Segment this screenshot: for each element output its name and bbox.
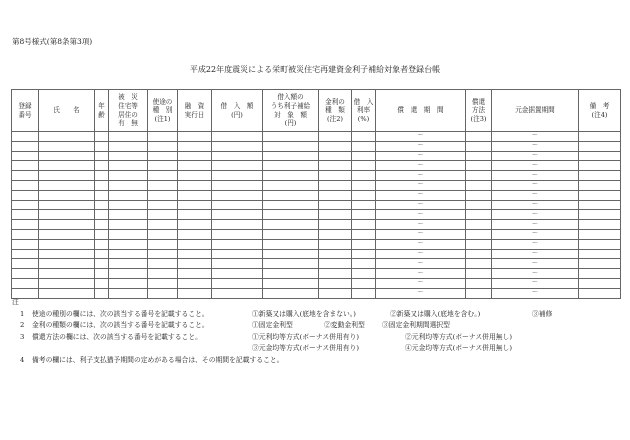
- table-cell[interactable]: [263, 210, 319, 220]
- table-cell[interactable]: [109, 259, 148, 269]
- note-line: [12, 355, 284, 367]
- table-row: [12, 288, 621, 298]
- table-cell[interactable]: [109, 210, 148, 220]
- note-text: 使途の種別の欄には、次の該当する番号を記載すること。: [32, 309, 209, 318]
- table-cell[interactable]: [319, 259, 352, 269]
- table-cell[interactable]: [212, 288, 263, 298]
- table-cell[interactable]: [95, 288, 109, 298]
- table-cell[interactable]: [352, 249, 376, 259]
- table-cell[interactable]: [148, 239, 178, 249]
- table-cell[interactable]: [178, 220, 212, 230]
- table-cell[interactable]: [95, 229, 109, 239]
- table-cell[interactable]: [39, 220, 95, 230]
- table-cell[interactable]: [466, 141, 492, 151]
- table-cell[interactable]: [148, 151, 178, 161]
- table-row: [12, 180, 621, 190]
- note-option: ②変動金利型: [324, 321, 365, 329]
- table-cell[interactable]: [109, 171, 148, 181]
- table-cell[interactable]: [95, 141, 109, 151]
- table-cell[interactable]: [39, 269, 95, 279]
- table-cell[interactable]: [95, 161, 109, 171]
- table-cell[interactable]: [352, 180, 376, 190]
- table-cell[interactable]: [212, 249, 263, 259]
- table-cell[interactable]: [39, 171, 95, 181]
- note-line: [12, 309, 553, 321]
- table-cell[interactable]: [466, 239, 492, 249]
- table-cell[interactable]: [579, 249, 621, 259]
- table-cell[interactable]: [148, 229, 178, 239]
- table-row: [12, 190, 621, 200]
- table-cell[interactable]: [212, 278, 263, 288]
- table-cell[interactable]: ～: [492, 249, 579, 259]
- table-cell[interactable]: [95, 171, 109, 181]
- table-cell[interactable]: [579, 259, 621, 269]
- table-cell[interactable]: [466, 210, 492, 220]
- table-row: [12, 151, 621, 161]
- table-cell[interactable]: ～: [492, 200, 579, 210]
- column-header: 登録 番号: [12, 90, 39, 132]
- table-cell[interactable]: [352, 239, 376, 249]
- table-cell[interactable]: [148, 249, 178, 259]
- table-cell[interactable]: [319, 200, 352, 210]
- table-cell[interactable]: [263, 132, 319, 142]
- table-cell[interactable]: [39, 288, 95, 298]
- table-cell[interactable]: [212, 190, 263, 200]
- table-cell[interactable]: [352, 200, 376, 210]
- table-cell[interactable]: [178, 229, 212, 239]
- table-cell[interactable]: [178, 180, 212, 190]
- table-cell[interactable]: [12, 151, 39, 161]
- table-cell[interactable]: ～: [376, 220, 466, 230]
- table-cell[interactable]: [39, 210, 95, 220]
- table-cell[interactable]: ～: [376, 132, 466, 142]
- table-cell[interactable]: ～: [492, 229, 579, 239]
- table-cell[interactable]: [466, 132, 492, 142]
- note-option: ①元利均等方式(ボーナス併用有り): [252, 332, 359, 341]
- table-cell[interactable]: [109, 288, 148, 298]
- table-cell[interactable]: [263, 180, 319, 190]
- table-cell[interactable]: [95, 210, 109, 220]
- table-cell[interactable]: [109, 151, 148, 161]
- table-cell[interactable]: [466, 190, 492, 200]
- table-cell[interactable]: [579, 132, 621, 142]
- table-cell[interactable]: [466, 288, 492, 298]
- table-cell[interactable]: [148, 278, 178, 288]
- table-cell[interactable]: [39, 132, 95, 142]
- table-cell[interactable]: [466, 151, 492, 161]
- table-cell[interactable]: [178, 200, 212, 210]
- table-cell[interactable]: ～: [492, 259, 579, 269]
- column-header: 金利の 種 類 (注2): [319, 90, 352, 132]
- note-text: 金利の種類の欄には、次の該当する番号を記載すること。: [32, 321, 209, 329]
- table-cell[interactable]: [263, 220, 319, 230]
- table-cell[interactable]: [212, 151, 263, 161]
- table-cell[interactable]: [178, 288, 212, 298]
- table-cell[interactable]: [319, 229, 352, 239]
- table-header-row: [12, 90, 621, 132]
- notes-heading: 注: [12, 298, 19, 306]
- table-cell[interactable]: ～: [492, 141, 579, 151]
- table-row: [12, 161, 621, 171]
- table-cell[interactable]: [39, 180, 95, 190]
- table-cell[interactable]: [95, 278, 109, 288]
- table-cell[interactable]: [148, 288, 178, 298]
- table-cell[interactable]: [12, 132, 39, 142]
- table-cell[interactable]: [263, 288, 319, 298]
- table-cell[interactable]: [212, 239, 263, 249]
- column-header: 使途の 種 別 (注1): [148, 90, 178, 132]
- note-option: ③補修: [532, 309, 553, 318]
- table-cell[interactable]: [12, 220, 39, 230]
- table-cell[interactable]: [319, 151, 352, 161]
- column-header: 借 入 利率 (%): [352, 90, 376, 132]
- table-cell[interactable]: [109, 161, 148, 171]
- table-cell[interactable]: ～: [492, 220, 579, 230]
- table-cell[interactable]: [148, 161, 178, 171]
- column-header: 氏 名: [39, 90, 95, 132]
- table-cell[interactable]: ～: [376, 161, 466, 171]
- note-option: ①新築又は購入(底地を含まない。): [252, 309, 356, 318]
- note-line: [12, 332, 512, 344]
- table-cell[interactable]: [579, 278, 621, 288]
- table-cell[interactable]: ～: [376, 259, 466, 269]
- table-cell[interactable]: [466, 269, 492, 279]
- note-text: 備考の欄には、利子支払猶予期間の定めがある場合は、その期間を記載すること。: [32, 355, 284, 364]
- table-cell[interactable]: [319, 269, 352, 279]
- note-number: 1: [20, 309, 25, 318]
- table-cell[interactable]: [579, 210, 621, 220]
- table-cell[interactable]: [263, 161, 319, 171]
- table-cell[interactable]: [579, 220, 621, 230]
- table-cell[interactable]: [178, 141, 212, 151]
- table-cell[interactable]: ～: [376, 141, 466, 151]
- table-cell[interactable]: [319, 161, 352, 171]
- table-cell[interactable]: [319, 141, 352, 151]
- table-cell[interactable]: [263, 200, 319, 210]
- table-cell[interactable]: ～: [492, 269, 579, 279]
- table-cell[interactable]: [109, 190, 148, 200]
- table-cell[interactable]: [95, 220, 109, 230]
- table-cell[interactable]: [352, 259, 376, 269]
- table-cell[interactable]: [319, 249, 352, 259]
- table-cell[interactable]: [263, 151, 319, 161]
- table-cell[interactable]: [95, 151, 109, 161]
- table-cell[interactable]: [12, 249, 39, 259]
- table-cell[interactable]: [352, 288, 376, 298]
- table-cell[interactable]: [12, 269, 39, 279]
- table-cell[interactable]: [178, 278, 212, 288]
- table-row: [12, 269, 621, 279]
- table-cell[interactable]: [109, 200, 148, 210]
- table-row: [12, 210, 621, 220]
- table-cell[interactable]: [178, 171, 212, 181]
- column-header: 借 入 額 (円): [212, 90, 263, 132]
- table-cell[interactable]: [466, 171, 492, 181]
- table-cell[interactable]: [263, 141, 319, 151]
- table-cell[interactable]: [263, 171, 319, 181]
- table-cell[interactable]: ～: [376, 269, 466, 279]
- table-cell[interactable]: [12, 229, 39, 239]
- table-cell[interactable]: [12, 259, 39, 269]
- table-cell[interactable]: [212, 229, 263, 239]
- table-cell[interactable]: [39, 190, 95, 200]
- note-option: ②新築又は購入(底地を含む。): [390, 309, 481, 318]
- table-cell[interactable]: [352, 190, 376, 200]
- table-cell[interactable]: [212, 220, 263, 230]
- table-cell[interactable]: ～: [376, 239, 466, 249]
- table-cell[interactable]: [212, 269, 263, 279]
- table-cell[interactable]: [319, 239, 352, 249]
- table-cell[interactable]: [12, 190, 39, 200]
- table-cell[interactable]: [466, 229, 492, 239]
- table-cell[interactable]: [579, 239, 621, 249]
- table-cell[interactable]: [12, 278, 39, 288]
- table-cell[interactable]: [579, 171, 621, 181]
- form-number: 第8号様式(第8条第3項): [12, 37, 93, 46]
- table-cell[interactable]: [352, 151, 376, 161]
- table-cell[interactable]: [263, 278, 319, 288]
- table-cell[interactable]: [109, 220, 148, 230]
- table-cell[interactable]: [212, 141, 263, 151]
- table-row: [12, 239, 621, 249]
- column-header: 年 齢: [95, 90, 109, 132]
- table-cell[interactable]: [352, 220, 376, 230]
- table-cell[interactable]: [178, 132, 212, 142]
- table-cell[interactable]: ～: [492, 239, 579, 249]
- table-cell[interactable]: [95, 249, 109, 259]
- table-cell[interactable]: [212, 180, 263, 190]
- table-cell[interactable]: ～: [492, 190, 579, 200]
- table-cell[interactable]: [319, 220, 352, 230]
- table-cell[interactable]: [178, 249, 212, 259]
- table-cell[interactable]: ～: [376, 249, 466, 259]
- table-cell[interactable]: [178, 190, 212, 200]
- column-header: 被 災 住宅等 居住の 有 無: [109, 90, 148, 132]
- table-cell[interactable]: [109, 180, 148, 190]
- table-cell[interactable]: [178, 259, 212, 269]
- table-cell[interactable]: [39, 151, 95, 161]
- table-cell[interactable]: [212, 132, 263, 142]
- table-cell[interactable]: [319, 180, 352, 190]
- table-cell[interactable]: [263, 249, 319, 259]
- table-cell[interactable]: [148, 132, 178, 142]
- table-cell[interactable]: [12, 161, 39, 171]
- column-header: 備 考 (注4): [579, 90, 621, 132]
- table-cell[interactable]: [319, 132, 352, 142]
- column-header: 元金据置期間: [492, 90, 579, 132]
- table-cell[interactable]: [148, 180, 178, 190]
- note-number: 4: [20, 355, 25, 364]
- column-header: 借入額の うち利子補給 対 象 額 (円): [263, 90, 319, 132]
- table-cell[interactable]: [352, 161, 376, 171]
- table-cell[interactable]: ～: [376, 278, 466, 288]
- page-title: 平成22年度震災による栄町被災住宅再建資金利子補給対象者登録台帳: [189, 65, 441, 74]
- column-header: 償還 方法 (注3): [466, 90, 492, 132]
- table-cell[interactable]: [95, 269, 109, 279]
- note-option: ①固定金利型: [252, 321, 293, 329]
- table-cell[interactable]: [352, 132, 376, 142]
- table-cell[interactable]: ～: [492, 171, 579, 181]
- table-cell[interactable]: [319, 288, 352, 298]
- table-cell[interactable]: [95, 200, 109, 210]
- table-cell[interactable]: [466, 200, 492, 210]
- table-cell[interactable]: ～: [492, 180, 579, 190]
- table-cell[interactable]: [12, 141, 39, 151]
- note-number: 3: [20, 332, 25, 341]
- table-cell[interactable]: ～: [376, 180, 466, 190]
- table-cell[interactable]: [95, 190, 109, 200]
- table-cell[interactable]: [12, 239, 39, 249]
- note-option: ③元金均等方式(ボーナス併用有り): [252, 344, 359, 352]
- table-cell[interactable]: [148, 200, 178, 210]
- table-cell[interactable]: [352, 171, 376, 181]
- table-cell[interactable]: [148, 171, 178, 181]
- table-cell[interactable]: [579, 200, 621, 210]
- table-cell[interactable]: [109, 249, 148, 259]
- table-cell[interactable]: [466, 278, 492, 288]
- table-cell[interactable]: [39, 249, 95, 259]
- table-row: [12, 200, 621, 210]
- table-cell[interactable]: [39, 229, 95, 239]
- table-cell[interactable]: [12, 171, 39, 181]
- table-row: [12, 220, 621, 230]
- table-cell[interactable]: [352, 229, 376, 239]
- table-cell[interactable]: [579, 229, 621, 239]
- table-cell[interactable]: ～: [376, 190, 466, 200]
- table-cell[interactable]: [178, 151, 212, 161]
- note-option: ③固定金利期間選択型: [382, 321, 450, 329]
- table-row: [12, 171, 621, 181]
- table-cell[interactable]: ～: [492, 151, 579, 161]
- table-cell[interactable]: [319, 278, 352, 288]
- table-cell[interactable]: [212, 259, 263, 269]
- table-cell[interactable]: ～: [492, 210, 579, 220]
- table-cell[interactable]: [319, 190, 352, 200]
- table-cell[interactable]: [39, 161, 95, 171]
- table-cell[interactable]: [39, 259, 95, 269]
- table-cell[interactable]: ～: [492, 132, 579, 142]
- table-cell[interactable]: [319, 210, 352, 220]
- table-cell[interactable]: [263, 190, 319, 200]
- table-cell[interactable]: [95, 180, 109, 190]
- table-cell[interactable]: ～: [376, 288, 466, 298]
- table-cell[interactable]: ～: [492, 288, 579, 298]
- table-cell[interactable]: [579, 151, 621, 161]
- note-number: 2: [20, 321, 25, 329]
- table-cell[interactable]: [212, 161, 263, 171]
- table-cell[interactable]: [466, 161, 492, 171]
- table-cell[interactable]: [148, 220, 178, 230]
- table-cell[interactable]: [148, 190, 178, 200]
- note-line: [12, 320, 450, 332]
- table-cell[interactable]: ～: [492, 161, 579, 171]
- registration-table: [11, 89, 621, 299]
- table-cell[interactable]: ～: [376, 229, 466, 239]
- table-cell[interactable]: [263, 269, 319, 279]
- table-cell[interactable]: ～: [376, 210, 466, 220]
- table-cell[interactable]: [39, 141, 95, 151]
- table-cell[interactable]: [466, 180, 492, 190]
- table-cell[interactable]: [263, 259, 319, 269]
- note-line: [12, 343, 512, 355]
- table-body: [12, 132, 621, 299]
- table-cell[interactable]: [212, 210, 263, 220]
- table-cell[interactable]: [12, 200, 39, 210]
- table-cell[interactable]: [39, 278, 95, 288]
- table-cell[interactable]: ～: [492, 278, 579, 288]
- table-cell[interactable]: [319, 171, 352, 181]
- table-cell[interactable]: [579, 141, 621, 151]
- table-cell[interactable]: [39, 200, 95, 210]
- table-cell[interactable]: [109, 141, 148, 151]
- table-cell[interactable]: [148, 259, 178, 269]
- table-cell[interactable]: [579, 288, 621, 298]
- table-cell[interactable]: [109, 269, 148, 279]
- table-row: [12, 278, 621, 288]
- table-cell[interactable]: [352, 269, 376, 279]
- column-header: 償 還 期 間: [376, 90, 466, 132]
- table-cell[interactable]: [148, 269, 178, 279]
- table-cell[interactable]: [95, 132, 109, 142]
- table-row: [12, 132, 621, 142]
- table-cell[interactable]: [579, 190, 621, 200]
- table-cell[interactable]: [212, 200, 263, 210]
- table-cell[interactable]: [352, 278, 376, 288]
- table-cell[interactable]: [12, 180, 39, 190]
- table-cell[interactable]: [352, 141, 376, 151]
- table-cell[interactable]: [579, 269, 621, 279]
- table-cell[interactable]: [95, 239, 109, 249]
- table-cell[interactable]: [39, 239, 95, 249]
- table-row: [12, 249, 621, 259]
- note-option: ④元金均等方式(ボーナス併用無し): [405, 344, 512, 352]
- table-cell[interactable]: [352, 210, 376, 220]
- table-cell[interactable]: [178, 269, 212, 279]
- table-cell[interactable]: [579, 180, 621, 190]
- table-cell[interactable]: [95, 259, 109, 269]
- table-cell[interactable]: [109, 278, 148, 288]
- column-header: 融 資 実行日: [178, 90, 212, 132]
- table-cell[interactable]: [579, 161, 621, 171]
- table-cell[interactable]: [263, 239, 319, 249]
- table-cell[interactable]: [466, 220, 492, 230]
- table-cell[interactable]: [466, 249, 492, 259]
- table-cell[interactable]: [148, 141, 178, 151]
- table-cell[interactable]: [178, 161, 212, 171]
- table-row: [12, 259, 621, 269]
- table-cell[interactable]: ～: [376, 200, 466, 210]
- table-cell[interactable]: [12, 210, 39, 220]
- table-cell[interactable]: [109, 239, 148, 249]
- table-cell[interactable]: [263, 229, 319, 239]
- table-cell[interactable]: [178, 239, 212, 249]
- table-row: [12, 141, 621, 151]
- note-option: ②元利均等方式(ボーナス併用無し): [405, 332, 512, 341]
- table-row: [12, 229, 621, 239]
- table-cell[interactable]: [466, 259, 492, 269]
- table-cell[interactable]: [212, 171, 263, 181]
- table-cell[interactable]: ～: [376, 151, 466, 161]
- note-text: 償還方法の欄には、次の該当する番号を記載すること。: [32, 332, 202, 341]
- table-cell[interactable]: ～: [376, 171, 466, 181]
- table-cell[interactable]: [109, 229, 148, 239]
- notes-section: [12, 297, 553, 366]
- table-cell[interactable]: [109, 132, 148, 142]
- table-cell[interactable]: [178, 210, 212, 220]
- table-cell[interactable]: [148, 210, 178, 220]
